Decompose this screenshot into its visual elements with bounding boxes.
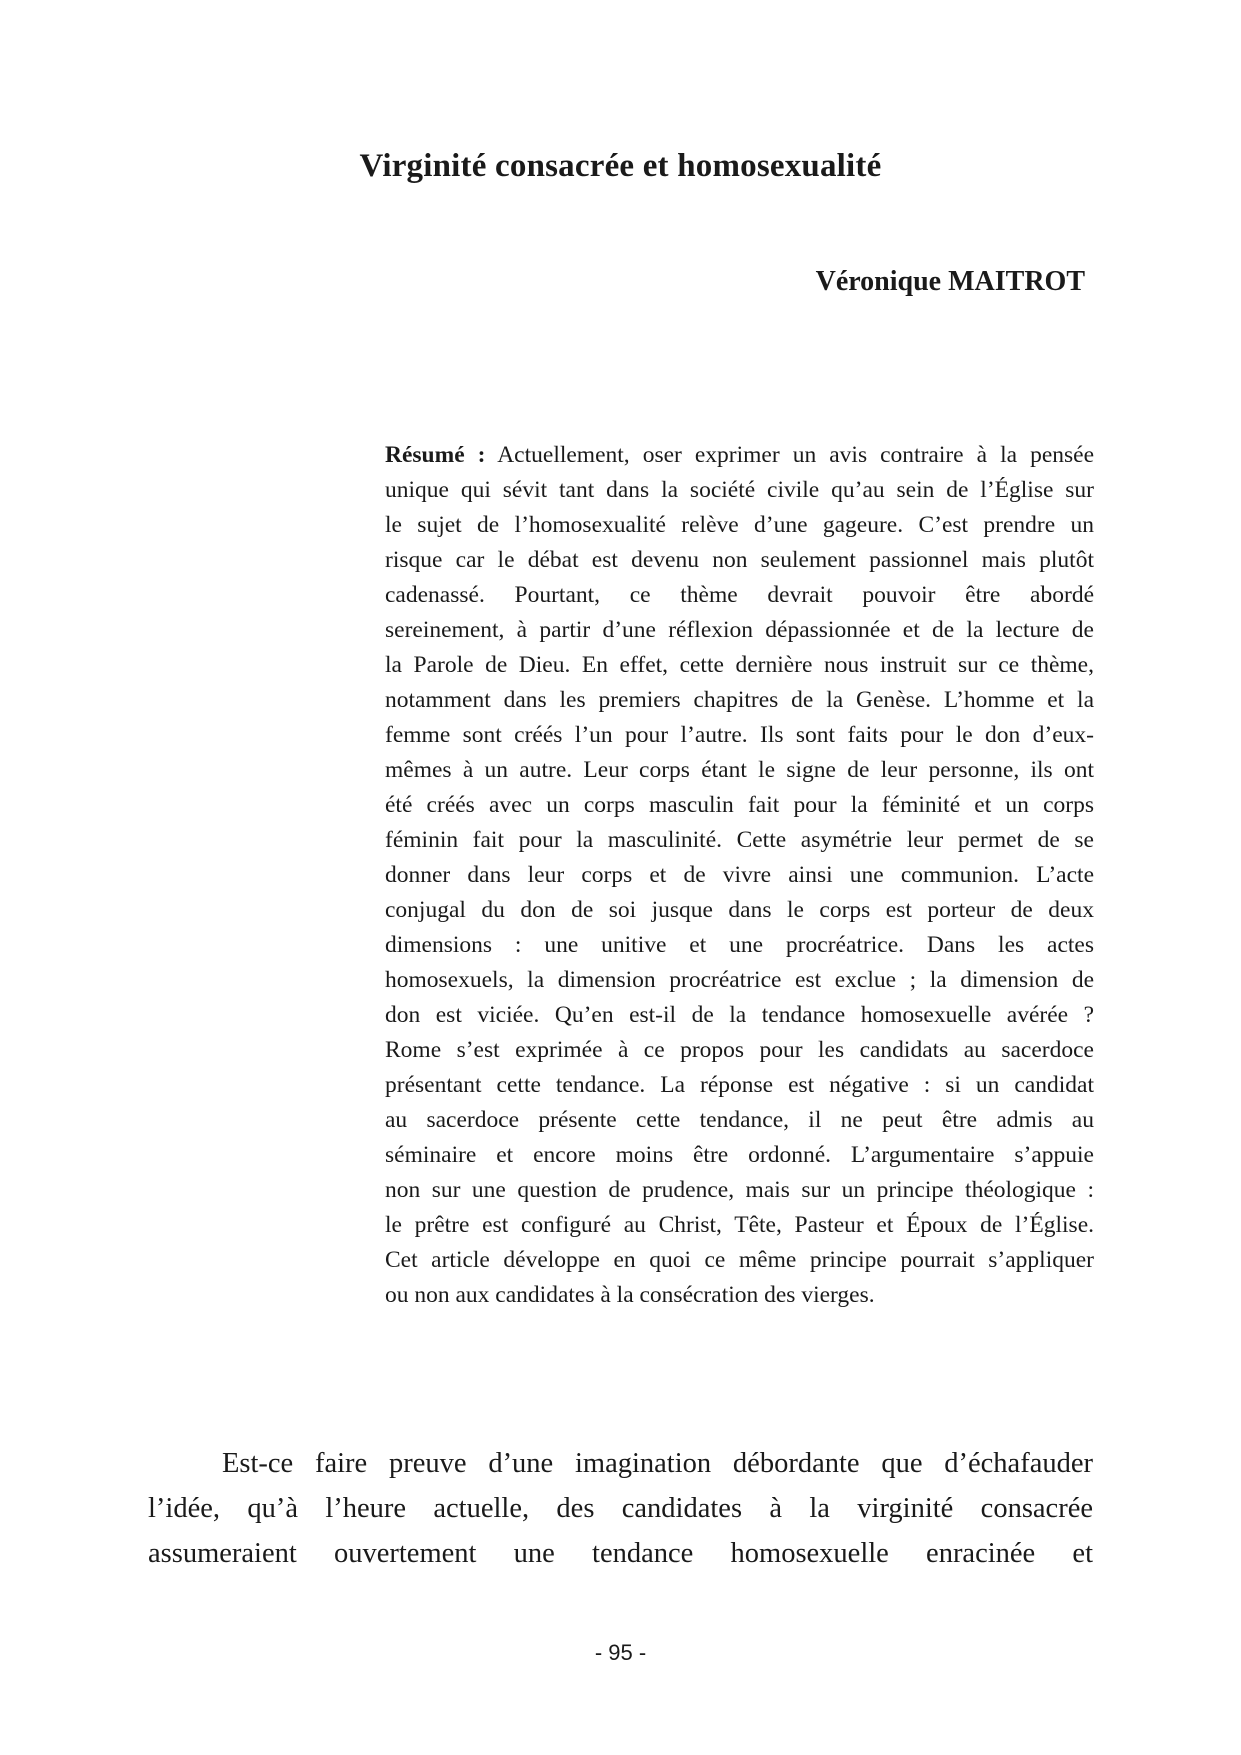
abstract-line: don est viciée. Qu’en est-il de la tendance homosexuelle avérée ? — [385, 1002, 1094, 1028]
abstract-line: conjugal du don de soi jusque dans le corps est porteur de deux — [385, 897, 1094, 923]
abstract-line: Rome s’est exprimée à ce propos pour les candidats au sacerdoce — [385, 1037, 1094, 1063]
abstract-line: présentant cette tendance. La réponse est négative : si un candidat — [385, 1072, 1094, 1098]
abstract-line: séminaire et encore moins être ordonné. L’argumentaire s’appuie — [385, 1142, 1094, 1168]
abstract-label: Résumé : — [385, 442, 486, 468]
abstract-line: sereinement, à partir d’une réflexion dépassionnée et de la lecture de — [385, 617, 1094, 643]
abstract — [385, 438, 1094, 1313]
abstract-line: le prêtre est configuré au Christ, Tête, Pasteur et Époux de l’Église. — [385, 1212, 1094, 1238]
abstract-line: dimensions : une unitive et une procréatrice. Dans les actes — [385, 932, 1094, 958]
article-title: Virginité consacrée et homosexualité — [359, 148, 882, 184]
abstract-line: homosexuels, la dimension procréatrice est exclue ; la dimension de — [385, 967, 1094, 993]
author-name: Véronique MAITROT — [815, 266, 1085, 297]
abstract-line: donner dans leur corps et de vivre ainsi une communion. L’acte — [385, 862, 1094, 888]
abstract-line: risque car le débat est devenu non seulement passionnel mais plutôt — [385, 547, 1094, 573]
abstract-line: été créés avec un corps masculin fait pour la féminité et un corps — [385, 792, 1094, 818]
body-line: l’idée, qu’à l’heure actuelle, des candidates à la virginité consacrée — [148, 1493, 1093, 1524]
abstract-line: mêmes à un autre. Leur corps étant le signe de leur personne, ils ont — [385, 757, 1094, 783]
body-line: Est-ce faire preuve d’une imagination débordante que d’échafauder — [222, 1448, 1093, 1479]
abstract-line — [385, 438, 1094, 473]
abstract-line: notamment dans les premiers chapitres de la Genèse. L’homme et la — [385, 687, 1094, 713]
abstract-line: ou non aux candidates à la consécration des vierges. — [385, 1282, 875, 1308]
abstract-line: au sacerdoce présente cette tendance, il ne peut être admis au — [385, 1107, 1094, 1133]
abstract-line: féminin fait pour la masculinité. Cette asymétrie leur permet de se — [385, 827, 1094, 853]
page-number: - 95 - — [594, 1640, 647, 1665]
abstract-line-text: Actuellement, oser exprimer un avis contraire à la pensée — [485, 442, 1094, 468]
abstract-line: femme sont créés l’un pour l’autre. Ils sont faits pour le don d’eux- — [385, 722, 1094, 748]
body-line: assumeraient ouvertement une tendance homosexuelle enracinée et — [148, 1538, 1093, 1569]
abstract-line: la Parole de Dieu. En effet, cette dernière nous instruit sur ce thème, — [385, 652, 1094, 678]
abstract-line: non sur une question de prudence, mais sur un principe théologique : — [385, 1177, 1094, 1203]
abstract-line: Cet article développe en quoi ce même principe pourrait s’appliquer — [385, 1247, 1094, 1273]
abstract-line: cadenassé. Pourtant, ce thème devrait pouvoir être abordé — [385, 582, 1094, 608]
body-paragraph — [148, 1441, 1093, 1576]
abstract-line: unique qui sévit tant dans la société civile qu’au sein de l’Église sur — [385, 477, 1094, 503]
abstract-line: le sujet de l’homosexualité relève d’une gageure. C’est prendre un — [385, 512, 1094, 538]
